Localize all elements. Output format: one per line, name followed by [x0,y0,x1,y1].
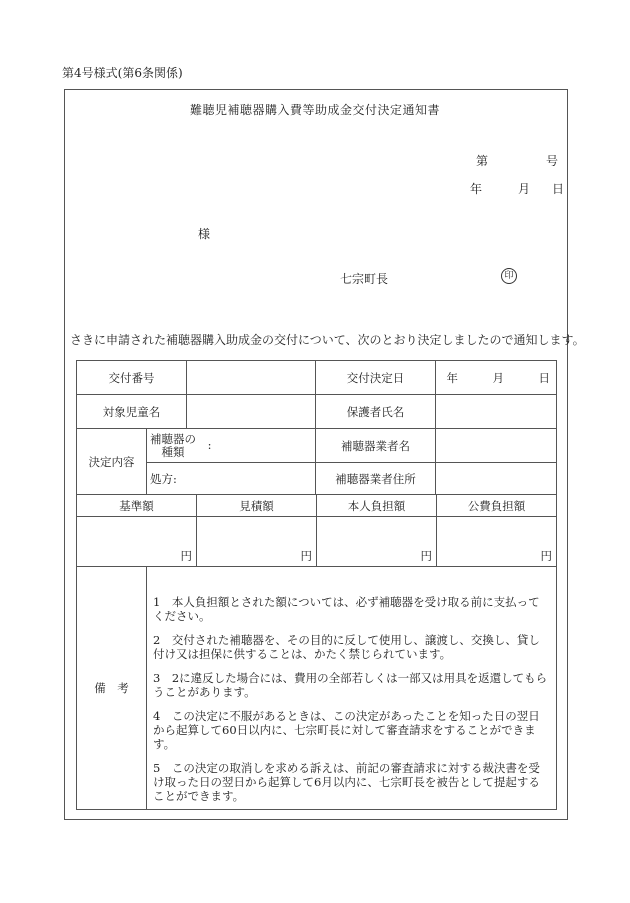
amount-public-pay-value[interactable] [437,517,557,567]
remark-5: 5 この決定の取消しを求める訴えは、前記の審査請求に対する裁決書を受け取った日の翌日から起算して6月以内に、七宗町長を被告として提起することができます。 [153,761,540,803]
document-title: 難聴児補聴器購入費等助成金交付決定通知書 [189,103,440,117]
number-prefix: 第 [476,154,489,168]
intro-text: さきに申請された補聴器購入助成金の交付について、次のとおり決定しましたので通知します。 [70,333,585,347]
guardian-name-value[interactable] [436,395,557,429]
amount-header-public-pay: 公費負担額 [437,495,557,517]
date-day: 日 [552,182,565,196]
amount-table [76,494,557,567]
remarks-label: 備 考 [77,567,147,810]
date-year: 年 [470,182,483,196]
amount-self-pay-value[interactable] [317,517,437,567]
guardian-name-label: 保護者氏名 [316,395,436,429]
issue-number-label: 交付番号 [77,361,187,395]
remark-4: 4 この決定に不服があるときは、この決定があったことを知った日の翌日から起算して60日以内に、七宗町長に対して審査請求をすることができます。 [153,709,540,751]
device-type-label: 補聴器の 種類 [150,431,196,459]
vendor-address-label: 補聴器業者住所 [316,463,436,495]
device-type-cell[interactable] [147,429,316,463]
amount-standard-value[interactable] [77,517,197,567]
vendor-name-label: 補聴器業者名 [316,429,436,463]
child-name-value[interactable] [187,395,316,429]
remarks-table [76,566,557,810]
amount-header-estimate: 見積額 [197,495,317,517]
prescription-label: 処方: [150,471,177,486]
remark-1: 1 本人負担額とされた額については、必ず補聴器を受け取る前に支払ってください。 [153,595,540,623]
issuer-name: 七宗町長 [340,272,389,286]
table-main [76,360,557,495]
amount-estimate-value[interactable] [197,517,317,567]
issue-number-value[interactable] [187,361,316,395]
remarks-content [147,567,557,810]
device-type-colon: : [207,437,212,452]
vendor-address-value[interactable] [436,463,557,495]
decision-date-label: 交付決定日 [316,361,436,395]
decision-date-value[interactable]: 年 月 日 [436,361,557,395]
number-suffix: 号 [546,154,559,168]
amount-header-self-pay: 本人負担額 [317,495,437,517]
yen-unit: 円 [180,549,192,563]
yen-unit: 円 [540,549,552,563]
form-label: 第4号様式(第6条関係) [62,66,183,80]
amount-header-standard: 基準額 [77,495,197,517]
vendor-name-value[interactable] [436,429,557,463]
yen-unit: 円 [420,549,432,563]
remark-3: 3 2に違反した場合には、費用の全部若しくは一部又は用具を返還してもらうことがあります。 [153,671,548,699]
prescription-cell[interactable] [147,463,316,495]
addressee-suffix: 様 [198,227,211,241]
date-month: 月 [518,182,531,196]
seal-mark: 印 [501,268,517,284]
child-name-label: 対象児童名 [77,395,187,429]
remark-2: 2 交付された補聴器を、その目的に反して使用し、譲渡し、交換し、貸し付け又は担保に供することは、かたく禁じられています。 [153,633,540,661]
yen-unit: 円 [300,549,312,563]
table-grid [76,360,556,810]
decision-content-label: 決定内容 [77,429,147,495]
